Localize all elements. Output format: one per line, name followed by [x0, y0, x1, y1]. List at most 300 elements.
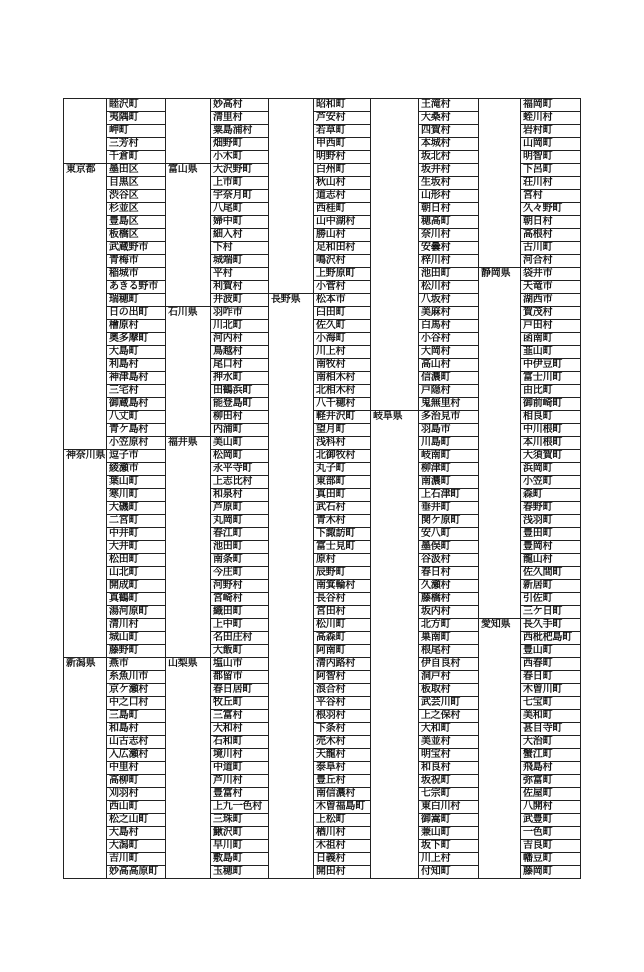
municipality-cell: 梓川村 [419, 255, 479, 268]
municipality-cell: 七宝町 [521, 697, 581, 710]
prefecture-cell [166, 840, 211, 853]
municipality-cell: 瑞穂町 [107, 294, 166, 307]
municipality-cell: 妙高高原町 [107, 866, 166, 879]
municipality-cell: 織田町 [211, 606, 269, 619]
table-row [64, 697, 581, 710]
municipality-cell: 賀茂村 [521, 307, 581, 320]
municipality-cell: 天龍村 [314, 749, 371, 762]
municipality-cell: 上之保村 [419, 710, 479, 723]
municipality-cell: 勝山村 [314, 229, 371, 242]
prefecture-cell [166, 151, 211, 164]
municipality-cell: 和良村 [419, 762, 479, 775]
table-row [64, 463, 581, 476]
municipality-cell: 豊田町 [521, 528, 581, 541]
municipality-cell: 大井町 [107, 541, 166, 554]
prefecture-cell [269, 710, 314, 723]
municipality-cell: 奈川村 [419, 229, 479, 242]
municipality-cell: 寒川町 [107, 489, 166, 502]
table-row [64, 710, 581, 723]
prefecture-cell [479, 697, 521, 710]
prefecture-cell [371, 541, 419, 554]
municipality-cell: 和泉村 [211, 489, 269, 502]
municipality-cell: 都留市 [211, 671, 269, 684]
municipality-cell: 坂下町 [419, 840, 479, 853]
prefecture-cell [64, 190, 107, 203]
municipality-cell: 楢川村 [314, 827, 371, 840]
prefecture-cell [371, 385, 419, 398]
prefecture-cell [64, 606, 107, 619]
municipality-cell: 中川根町 [521, 424, 581, 437]
prefecture-cell [269, 346, 314, 359]
municipality-cell: 墨田区 [107, 164, 166, 177]
prefecture-cell [269, 203, 314, 216]
municipality-cell: 弥富町 [521, 775, 581, 788]
prefecture-cell [64, 333, 107, 346]
prefecture-cell [166, 645, 211, 658]
prefecture-cell: 岐阜県 [371, 411, 419, 424]
municipality-cell: 東白川村 [419, 801, 479, 814]
prefecture-cell [166, 606, 211, 619]
prefecture-cell [269, 268, 314, 281]
municipality-cell: 木曽福島町 [314, 801, 371, 814]
municipality-cell: 安八町 [419, 528, 479, 541]
table-row [64, 229, 581, 242]
municipality-cell: 清川村 [107, 619, 166, 632]
table-row [64, 684, 581, 697]
prefecture-cell [479, 346, 521, 359]
municipality-cell: 白馬村 [419, 320, 479, 333]
prefecture-cell [64, 320, 107, 333]
prefecture-cell [64, 762, 107, 775]
prefecture-cell [479, 138, 521, 151]
municipality-cell: 平村 [211, 268, 269, 281]
prefecture-cell: 山梨県 [166, 658, 211, 671]
prefecture-cell [371, 645, 419, 658]
municipality-cell: 小笠原村 [107, 437, 166, 450]
municipality-cell: 白州町 [314, 164, 371, 177]
prefecture-cell [371, 606, 419, 619]
municipality-cell: 武豊町 [521, 814, 581, 827]
prefecture-cell [64, 775, 107, 788]
prefecture-cell [64, 216, 107, 229]
prefecture-cell [166, 242, 211, 255]
municipality-cell: 美和町 [521, 710, 581, 723]
prefecture-cell [64, 619, 107, 632]
prefecture-cell [269, 658, 314, 671]
prefecture-cell [479, 281, 521, 294]
prefecture-cell [64, 307, 107, 320]
prefecture-cell [269, 554, 314, 567]
municipality-cell: 王滝村 [419, 99, 479, 112]
municipality-cell: 湯河原町 [107, 606, 166, 619]
prefecture-cell [269, 580, 314, 593]
table-row [64, 502, 581, 515]
prefecture-cell [269, 502, 314, 515]
prefecture-cell [479, 151, 521, 164]
table-row [64, 359, 581, 372]
table-row [64, 541, 581, 554]
prefecture-cell [269, 827, 314, 840]
municipality-cell: 墨俣町 [419, 541, 479, 554]
prefecture-cell [269, 853, 314, 866]
prefecture-cell [166, 684, 211, 697]
municipality-cell: 中里村 [107, 762, 166, 775]
prefecture-cell [479, 398, 521, 411]
municipality-cell: 下村 [211, 242, 269, 255]
prefecture-cell [166, 99, 211, 112]
prefecture-cell [166, 814, 211, 827]
prefecture-cell [479, 450, 521, 463]
prefecture-cell [479, 658, 521, 671]
municipality-cell: 小木町 [211, 151, 269, 164]
prefecture-cell [166, 853, 211, 866]
municipality-cell: 上九一色村 [211, 801, 269, 814]
municipality-cell: 泰阜村 [314, 762, 371, 775]
municipality-cell: 四賀村 [419, 125, 479, 138]
municipality-cell: 神津島村 [107, 372, 166, 385]
municipality-cell: 板取村 [419, 684, 479, 697]
prefecture-cell [166, 502, 211, 515]
municipality-cell: 秋山村 [314, 177, 371, 190]
municipality-cell: 吉良町 [521, 840, 581, 853]
municipality-cell: 芦原町 [211, 502, 269, 515]
municipality-cell: 由比町 [521, 385, 581, 398]
prefecture-cell [479, 814, 521, 827]
table-row [64, 827, 581, 840]
municipality-cell: 本川根町 [521, 437, 581, 450]
municipality-cell: 高柳町 [107, 775, 166, 788]
municipality-cell: 天竜市 [521, 281, 581, 294]
table-row [64, 658, 581, 671]
table-row [64, 190, 581, 203]
prefecture-cell [269, 788, 314, 801]
table-row [64, 619, 581, 632]
municipality-cell: 北方町 [419, 619, 479, 632]
prefecture-cell [371, 307, 419, 320]
municipality-cell: 久々野町 [521, 203, 581, 216]
table-row [64, 411, 581, 424]
table-row [64, 632, 581, 645]
prefecture-cell [64, 814, 107, 827]
municipality-cell: 大桑村 [419, 112, 479, 125]
prefecture-cell [479, 827, 521, 840]
municipality-cell: 岬町 [107, 125, 166, 138]
table-row [64, 645, 581, 658]
municipality-cell: 函南町 [521, 333, 581, 346]
table-row [64, 606, 581, 619]
municipality-cell: 羽咋市 [211, 307, 269, 320]
municipality-cell: 西春町 [521, 658, 581, 671]
prefecture-cell [371, 437, 419, 450]
prefecture-cell [166, 112, 211, 125]
prefecture-cell [269, 112, 314, 125]
prefecture-cell [479, 320, 521, 333]
municipality-cell: 鳥越村 [211, 346, 269, 359]
prefecture-cell [371, 788, 419, 801]
prefecture-cell [371, 268, 419, 281]
municipality-cell: 松本市 [314, 294, 371, 307]
prefecture-cell [479, 554, 521, 567]
prefecture-cell [479, 112, 521, 125]
prefecture-cell [64, 515, 107, 528]
prefecture-cell [166, 775, 211, 788]
municipality-cell: 青木村 [314, 515, 371, 528]
prefecture-cell [479, 216, 521, 229]
municipality-cell: 北御牧村 [314, 450, 371, 463]
prefecture-cell [371, 502, 419, 515]
municipality-cell: 下諏訪町 [314, 528, 371, 541]
prefecture-cell [166, 190, 211, 203]
municipality-cell: 洞戸村 [419, 671, 479, 684]
municipality-cell: 佐屋町 [521, 788, 581, 801]
municipality-cell: 兼山町 [419, 827, 479, 840]
prefecture-cell [479, 476, 521, 489]
table-row [64, 801, 581, 814]
municipality-cell: 入広瀬村 [107, 749, 166, 762]
prefecture-cell [269, 489, 314, 502]
municipality-cell: 春江町 [211, 528, 269, 541]
prefecture-cell [479, 203, 521, 216]
municipality-cell: 山古志村 [107, 736, 166, 749]
prefecture-cell [64, 411, 107, 424]
municipality-cell: 豊岡村 [521, 541, 581, 554]
municipality-cell: 綾瀬市 [107, 463, 166, 476]
municipality-cell: 鰍沢町 [211, 827, 269, 840]
table-row [64, 762, 581, 775]
prefecture-cell [479, 307, 521, 320]
prefecture-cell [479, 294, 521, 307]
prefecture-cell [479, 333, 521, 346]
municipality-cell: 小谷村 [419, 333, 479, 346]
prefecture-cell [479, 801, 521, 814]
municipality-cell: 夷隅町 [107, 112, 166, 125]
prefecture-cell [269, 775, 314, 788]
municipality-cell: 生坂村 [419, 177, 479, 190]
municipality-cell: 中井町 [107, 528, 166, 541]
prefecture-cell [479, 424, 521, 437]
prefecture-cell [371, 346, 419, 359]
municipality-cell: 湖西市 [521, 294, 581, 307]
prefecture-cell [64, 567, 107, 580]
prefecture-cell [269, 437, 314, 450]
municipality-cell: 押水町 [211, 372, 269, 385]
prefecture-cell [371, 723, 419, 736]
municipality-cell: 根尾村 [419, 645, 479, 658]
municipality-cell: 春野町 [521, 502, 581, 515]
prefecture-cell [166, 125, 211, 138]
prefecture-cell [479, 372, 521, 385]
prefecture-cell [371, 463, 419, 476]
prefecture-cell [166, 866, 211, 879]
prefecture-cell [371, 294, 419, 307]
prefecture-cell [166, 476, 211, 489]
prefecture-cell [479, 229, 521, 242]
municipality-cell: 真鶴町 [107, 593, 166, 606]
municipality-cell: 境川村 [211, 749, 269, 762]
prefecture-cell [64, 346, 107, 359]
municipality-cell: 浪合村 [314, 684, 371, 697]
prefecture-cell [371, 840, 419, 853]
municipality-cell: 南信濃村 [314, 788, 371, 801]
municipality-cell: 目黒区 [107, 177, 166, 190]
prefecture-cell [64, 788, 107, 801]
prefecture-cell [64, 125, 107, 138]
prefecture-cell [166, 515, 211, 528]
prefecture-cell [479, 242, 521, 255]
municipality-cell: 玉穂町 [211, 866, 269, 879]
prefecture-cell [64, 476, 107, 489]
prefecture-cell [269, 463, 314, 476]
prefecture-cell [479, 515, 521, 528]
municipality-cell: 三宅村 [107, 385, 166, 398]
municipality-table [63, 98, 581, 879]
municipality-cell: 多治見市 [419, 411, 479, 424]
prefecture-cell [371, 138, 419, 151]
municipality-cell: 富士川町 [521, 372, 581, 385]
prefecture-cell [64, 684, 107, 697]
municipality-cell: 粟島浦村 [211, 125, 269, 138]
prefecture-cell [479, 567, 521, 580]
prefecture-cell: 東京都 [64, 164, 107, 177]
prefecture-cell [269, 476, 314, 489]
prefecture-cell [64, 853, 107, 866]
prefecture-cell [269, 606, 314, 619]
municipality-cell: 川上村 [419, 853, 479, 866]
municipality-cell: 能登島町 [211, 398, 269, 411]
prefecture-cell [371, 736, 419, 749]
prefecture-cell [269, 385, 314, 398]
prefecture-cell [479, 359, 521, 372]
municipality-cell: 河合村 [521, 255, 581, 268]
municipality-cell: 福岡町 [521, 99, 581, 112]
municipality-cell: 幡豆町 [521, 853, 581, 866]
municipality-cell: 山北町 [107, 567, 166, 580]
municipality-cell: 蛭川村 [521, 112, 581, 125]
prefecture-cell [479, 580, 521, 593]
municipality-cell: 七宗町 [419, 788, 479, 801]
municipality-cell: 長谷村 [314, 593, 371, 606]
municipality-cell: 藤岡町 [521, 866, 581, 879]
municipality-cell: 売木村 [314, 736, 371, 749]
table-row [64, 593, 581, 606]
prefecture-cell [166, 138, 211, 151]
municipality-cell: 田鶴浜町 [211, 385, 269, 398]
municipality-cell: 三富村 [211, 710, 269, 723]
prefecture-cell [166, 554, 211, 567]
municipality-cell: 浅科村 [314, 437, 371, 450]
prefecture-cell [166, 385, 211, 398]
municipality-cell: 永平寺町 [211, 463, 269, 476]
municipality-cell: 引佐町 [521, 593, 581, 606]
municipality-cell: 高山村 [419, 359, 479, 372]
prefecture-cell [371, 814, 419, 827]
prefecture-cell [371, 125, 419, 138]
municipality-cell: 春日村 [419, 567, 479, 580]
municipality-cell: 大飯町 [211, 645, 269, 658]
municipality-cell: 西桂町 [314, 203, 371, 216]
prefecture-cell [269, 749, 314, 762]
municipality-cell: 開成町 [107, 580, 166, 593]
municipality-cell: 日の出町 [107, 307, 166, 320]
municipality-cell: 池田町 [419, 268, 479, 281]
prefecture-cell [269, 307, 314, 320]
table-row [64, 398, 581, 411]
prefecture-cell [371, 203, 419, 216]
municipality-cell: 早川町 [211, 840, 269, 853]
prefecture-cell [479, 99, 521, 112]
prefecture-cell [269, 619, 314, 632]
prefecture-cell [166, 203, 211, 216]
prefecture-cell [479, 775, 521, 788]
prefecture-cell [64, 593, 107, 606]
municipality-cell: 坂北村 [419, 151, 479, 164]
prefecture-cell [479, 411, 521, 424]
municipality-cell: 山岡町 [521, 138, 581, 151]
municipality-cell: 武芸川町 [419, 697, 479, 710]
municipality-cell: 婦中町 [211, 216, 269, 229]
table-row [64, 476, 581, 489]
municipality-cell: 真田町 [314, 489, 371, 502]
municipality-cell: 御嵩町 [419, 814, 479, 827]
prefecture-cell [64, 372, 107, 385]
prefecture-cell [269, 736, 314, 749]
prefecture-cell [166, 762, 211, 775]
municipality-cell: 一色町 [521, 827, 581, 840]
municipality-cell: 蟹江町 [521, 749, 581, 762]
municipality-cell: 渋谷区 [107, 190, 166, 203]
municipality-cell: 相良町 [521, 411, 581, 424]
municipality-cell: 大須賀町 [521, 450, 581, 463]
prefecture-cell [166, 632, 211, 645]
municipality-cell: 大島村 [107, 827, 166, 840]
municipality-cell: 鬼無里村 [419, 398, 479, 411]
municipality-cell: 春日居町 [211, 684, 269, 697]
prefecture-cell [371, 476, 419, 489]
municipality-cell: 昭和町 [314, 99, 371, 112]
municipality-cell: 谷汲村 [419, 554, 479, 567]
municipality-cell: 南箕輪村 [314, 580, 371, 593]
prefecture-cell [479, 853, 521, 866]
prefecture-cell: 富山県 [166, 164, 211, 177]
municipality-cell: 藤橋村 [419, 593, 479, 606]
prefecture-cell [64, 632, 107, 645]
municipality-cell: 豊富村 [211, 788, 269, 801]
prefecture-cell [269, 125, 314, 138]
municipality-cell: 柳津町 [419, 463, 479, 476]
municipality-cell: 豊島区 [107, 216, 166, 229]
prefecture-cell [269, 320, 314, 333]
prefecture-cell: 静岡県 [479, 268, 521, 281]
municipality-cell: 豊丘村 [314, 775, 371, 788]
municipality-cell: 小海町 [314, 333, 371, 346]
prefecture-cell [269, 99, 314, 112]
prefecture-cell [479, 736, 521, 749]
municipality-cell: 武石村 [314, 502, 371, 515]
prefecture-cell [479, 164, 521, 177]
prefecture-cell [166, 580, 211, 593]
prefecture-cell [371, 229, 419, 242]
municipality-cell: 大沢野町 [211, 164, 269, 177]
prefecture-cell [479, 437, 521, 450]
table-row [64, 268, 581, 281]
prefecture-cell [479, 645, 521, 658]
prefecture-cell [166, 749, 211, 762]
municipality-cell: 二宮町 [107, 515, 166, 528]
municipality-cell: 三珠町 [211, 814, 269, 827]
table-row [64, 788, 581, 801]
prefecture-cell [479, 541, 521, 554]
municipality-cell: 坂井村 [419, 164, 479, 177]
